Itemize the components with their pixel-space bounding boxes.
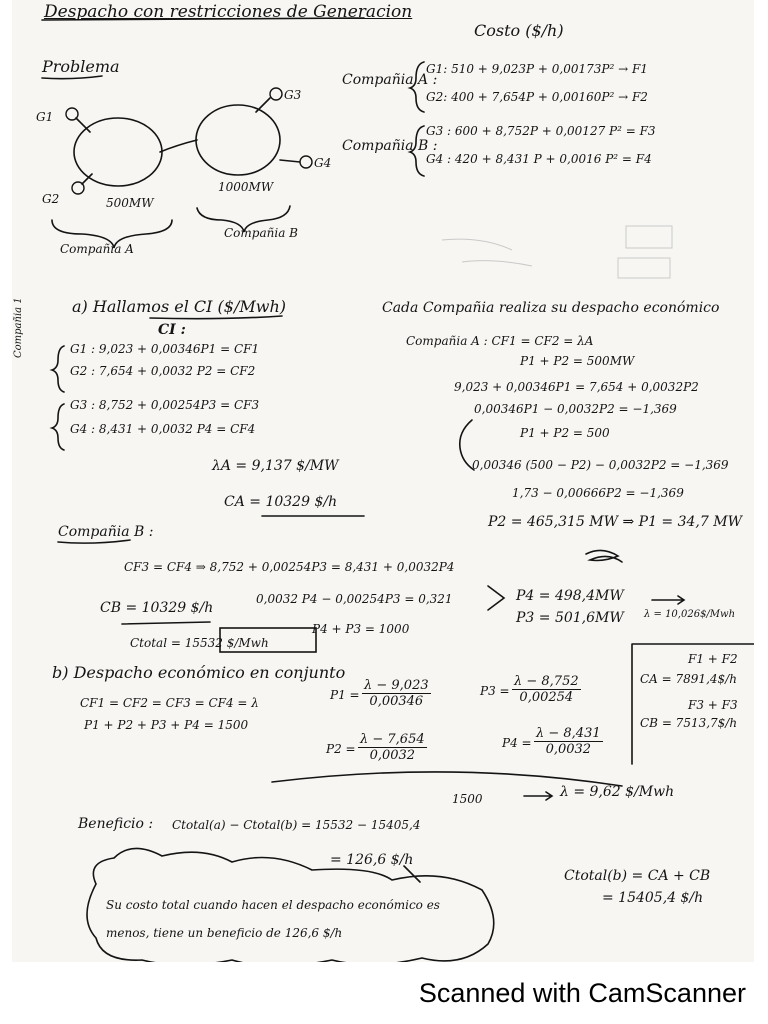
page-title: Despacho con restricciones de Generacion: [44, 2, 413, 22]
company-b-label: Compañia B: [224, 226, 298, 240]
part-b-heading: b) Despacho económico en conjunto: [52, 663, 346, 682]
total-1500: 1500: [452, 792, 483, 806]
box-f3f4: F3 + F3: [688, 698, 738, 712]
conclusion-line-2: menos, tiene un beneficio de 126,6 $/h: [106, 926, 343, 940]
p4-fraction: [534, 726, 603, 757]
ci-g2: G2 : 7,654 + 0,0032 P2 = CF2: [70, 364, 256, 378]
p4-lhs: P4 =: [502, 736, 532, 750]
ctotal-b-value: = 15405,4 $/h: [602, 890, 704, 906]
area-b-capacity: 1000MW: [218, 180, 274, 194]
camscanner-watermark: Scanned with CamScanner: [418, 978, 746, 1008]
benefit-equation: Ctotal(a) − Ctotal(b) = 15532 − 15405,4: [172, 818, 421, 832]
ci-g1: G1 : 9,023 + 0,00346P1 = CF1: [70, 342, 260, 356]
p1-lhs: P1 =: [330, 688, 360, 702]
company-1-label: Compañia 1: [13, 297, 24, 358]
generator-g2-label: G2: [42, 192, 60, 206]
ci-g4: G4 : 8,431 + 0,0032 P4 = CF4: [70, 422, 256, 436]
company-b-heading: Compañia B :: [58, 524, 154, 540]
area-a-capacity: 500MW: [106, 196, 154, 210]
benefit-value: = 126,6 $/h: [330, 852, 414, 868]
p4-value: P4 = 498,4MW: [516, 588, 624, 604]
eq-b1: 0,0032 P4 − 0,00254P3 = 0,321: [256, 592, 453, 606]
eq-a6: P2 = 465,315 MW ⇒ P1 = 34,7 MW: [488, 514, 742, 530]
cost-company-b-label: Compañia B :: [342, 138, 438, 154]
box-cb: CB = 7513,7$/h: [640, 716, 738, 730]
part-a-heading: a) Hallamos el CI ($/Mwh): [72, 297, 286, 316]
part-b-sum: P1 + P2 + P3 + P4 = 1500: [84, 718, 249, 732]
company-a-label: Compañia A: [60, 242, 134, 256]
ci-label: CI :: [158, 322, 186, 338]
p3-lhs: P3 =: [480, 684, 510, 698]
conclusion-line-1: Su costo total cuando hacen el despacho económico es: [106, 898, 440, 912]
problem-label: Problema: [42, 57, 120, 76]
sum-equation: P1 + P2 = 500MW: [520, 354, 635, 368]
eq-a1: 9,023 + 0,00346P1 = 7,654 + 0,0032P2: [454, 380, 699, 394]
cost-g1: G1: 510 + 9,023P + 0,00173P² → F1: [426, 62, 648, 76]
generator-g3-label: G3: [284, 88, 302, 102]
cost-cb: CB = 10329 $/h: [100, 600, 214, 616]
p3-fraction: [512, 674, 581, 705]
p1-fraction: [362, 678, 431, 709]
box-ca: CA = 7891,4$/h: [640, 672, 737, 686]
p2-lhs: P2 =: [326, 742, 356, 756]
p2-fraction: [358, 732, 427, 763]
generator-g1-label: G1: [36, 110, 54, 124]
p1-denominator: 0,00346: [369, 694, 424, 709]
benefit-label: Beneficio :: [78, 816, 154, 832]
lambda-result: λ = 9,62 $/Mwh: [560, 784, 675, 800]
ctotal-a: Ctotal = 15532 $/Mwh: [130, 636, 269, 650]
eq-a3: P1 + P2 = 500: [520, 426, 610, 440]
dispatch-title: Cada Compañia realiza su despacho económico: [382, 300, 720, 316]
cost-ca: CA = 10329 $/h: [224, 494, 338, 510]
p2-denominator: 0,0032: [369, 748, 416, 763]
part-b-condition: CF1 = CF2 = CF3 = CF4 = λ: [80, 696, 259, 710]
lambda-b: λ = 10,026$/Mwh: [644, 609, 736, 620]
ctotal-b: Ctotal(b) = CA + CB: [564, 868, 711, 884]
p1-numerator: λ − 9,023: [364, 678, 429, 693]
p3-value: P3 = 501,6MW: [516, 610, 624, 626]
box-f1f2: F1 + F2: [688, 652, 738, 666]
lambda-a: λA = 9,137 $/MW: [212, 458, 339, 474]
p4-denominator: 0,0032: [545, 742, 592, 757]
p2-numerator: λ − 7,654: [360, 732, 425, 747]
cfb-equation: CF3 = CF4 ⇒ 8,752 + 0,00254P3 = 8,431 + 0,0032P4: [124, 560, 455, 574]
cost-g2: G2: 400 + 7,654P + 0,00160P² → F2: [426, 90, 648, 104]
comp-a-equation: Compañia A : CF1 = CF2 = λA: [406, 334, 594, 348]
eq-a2: 0,00346P1 − 0,0032P2 = −1,369: [474, 402, 677, 416]
cost-heading: Costo ($/h): [474, 21, 564, 40]
eq-a4: 0,00346 (500 − P2) − 0,0032P2 = −1,369: [472, 458, 729, 472]
cost-g4: G4 : 420 + 8,431 P + 0,0016 P² = F4: [426, 152, 652, 166]
cost-company-a-label: Compañia A :: [342, 72, 438, 88]
p4-numerator: λ − 8,431: [536, 726, 601, 741]
eq-b2: P4 + P3 = 1000: [312, 622, 410, 636]
p3-denominator: 0,00254: [519, 690, 574, 705]
eq-a5: 1,73 − 0,00666P2 = −1,369: [512, 486, 684, 500]
cost-g3: G3 : 600 + 8,752P + 0,00127 P² = F3: [426, 124, 656, 138]
p3-numerator: λ − 8,752: [514, 674, 579, 689]
generator-g4-label: G4: [314, 156, 332, 170]
ci-g3: G3 : 8,752 + 0,00254P3 = CF3: [70, 398, 260, 412]
scanned-page: [12, 0, 754, 962]
